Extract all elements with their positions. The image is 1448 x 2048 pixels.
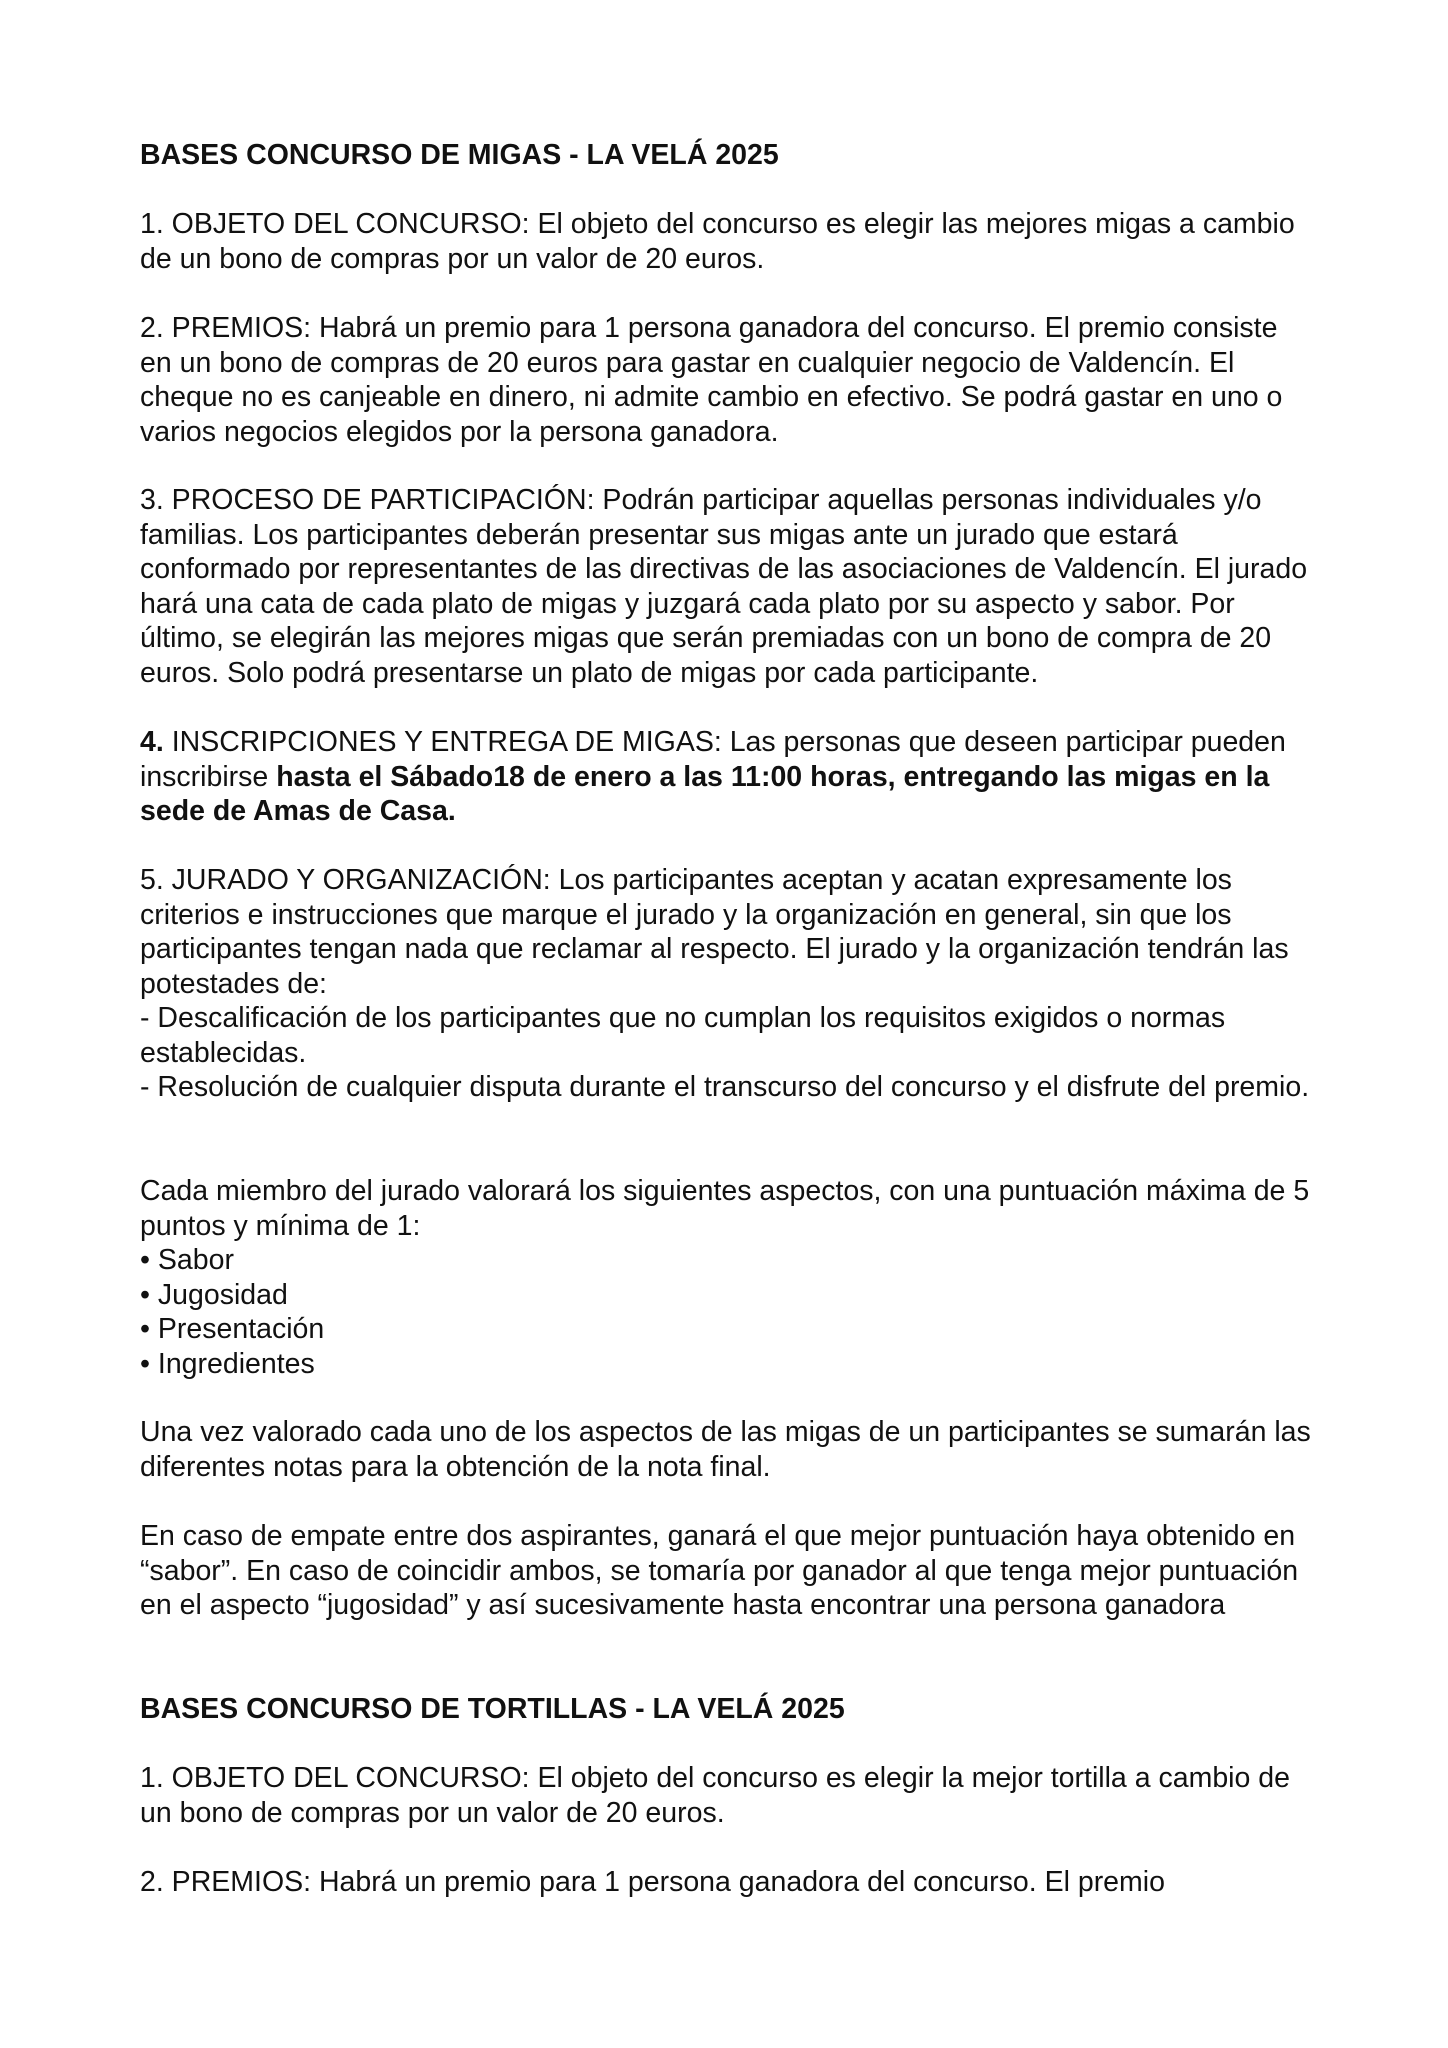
inscripciones-text: INSCRIPCIONES Y ENTREGA DE MIGAS: Las personas que deseen participar pueden inscribirse (140, 726, 1286, 793)
list-item: • Ingredientes (140, 1347, 315, 1380)
list-item: • Presentación (140, 1313, 325, 1345)
migas-proceso (140, 483, 1315, 690)
tortillas-objeto (140, 1761, 1315, 1830)
criterios-list (140, 1243, 1315, 1381)
migas-criterios (140, 1174, 1315, 1381)
migas-title: BASES CONCURSO DE MIGAS - LA VELÁ 2025 (140, 139, 779, 171)
document-page (140, 0, 1315, 2048)
inscripciones-deadline: hasta el Sábado18 de enero a las 11:00 horas, entregando las migas en la sede de Amas de Casa. (140, 760, 1270, 827)
migas-proceso-text: 3. PROCESO DE PARTICIPACIÓN: Podrán participar aquellas personas individuales y/o familias. Los participantes deberán presentar sus migas ante un jurado que estará conformado por representantes de las directivas de las asociaciones de Valdencín. El jurado hará una cata de cada plato de migas y juzgará cada plato por su aspecto y sabor. Por último, se elegirán las mejores migas que serán premiadas con un bono de compra de 20 euros. Solo podrá presentarse un plato de migas por cada participante. (140, 484, 1308, 689)
migas-objeto-text: 1. OBJETO DEL CONCURSO: El objeto del concurso es elegir las mejores migas a cambio de un bono de compras por un valor de 20 euros. (140, 208, 1295, 275)
nota-final-text: Una vez valorado cada uno de los aspectos de las migas de un participantes se sumarán las diferentes notas para la obtención de la nota final. (140, 1416, 1311, 1483)
tortillas-title: BASES CONCURSO DE TORTILLAS - LA VELÁ 2025 (140, 1693, 845, 1725)
list-item: • Sabor (140, 1244, 234, 1276)
jurado-item-descalificacion: - Descalificación de los participantes que no cumplan los requisitos exigidos o normas establecidas. (140, 1002, 1226, 1069)
empate-text: En caso de empate entre dos aspirantes, ganará el que mejor puntuación haya obtenido en “sabor”. En caso de coincidir ambos, se tomaría por ganador al que tenga mejor puntuación en el aspecto “jugosidad” y así sucesivamente hasta encontrar una persona ganadora (140, 1520, 1299, 1621)
migas-nota-final (140, 1415, 1315, 1484)
tortillas-objeto-text: 1. OBJETO DEL CONCURSO: El objeto del concurso es elegir la mejor tortilla a cambio de un bono de compras por un valor de 20 euros. (140, 1762, 1290, 1829)
inscripciones-number: 4. (140, 726, 164, 758)
criterios-intro: Cada miembro del jurado valorará los siguientes aspectos, con una puntuación máxima de 5 puntos y mínima de 1: (140, 1175, 1310, 1242)
migas-inscripciones-text (140, 725, 1315, 829)
migas-inscripciones (140, 725, 1315, 829)
jurado-item-resolucion: - Resolución de cualquier disputa durante el transcurso del concurso y el disfrute del premio. (140, 1071, 1310, 1103)
migas-premios-text: 2. PREMIOS: Habrá un premio para 1 persona ganadora del concurso. El premio consiste en un bono de compras de 20 euros para gastar en cualquier negocio de Valdencín. El cheque no es canjeable en dinero, ni admite cambio en efectivo. Se podrá gastar en uno o varios negocios elegidos por la persona ganadora. (140, 312, 1283, 448)
migas-empate (140, 1519, 1315, 1623)
tortillas-premios-text: 2. PREMIOS: Habrá un premio para 1 persona ganadora del concurso. El premio (140, 1866, 1165, 1898)
migas-jurado (140, 863, 1315, 1105)
list-item: • Jugosidad (140, 1278, 288, 1311)
migas-premios (140, 311, 1315, 449)
tortillas-premios (140, 1865, 1315, 1900)
jurado-intro: 5. JURADO Y ORGANIZACIÓN: Los participantes aceptan y acatan expresamente los criterios e instrucciones que marque el jurado y la organización en general, sin que los participantes tengan nada que reclamar al respecto. El jurado y la organización tendrán las potestades de: (140, 864, 1289, 1000)
migas-objeto (140, 207, 1315, 276)
